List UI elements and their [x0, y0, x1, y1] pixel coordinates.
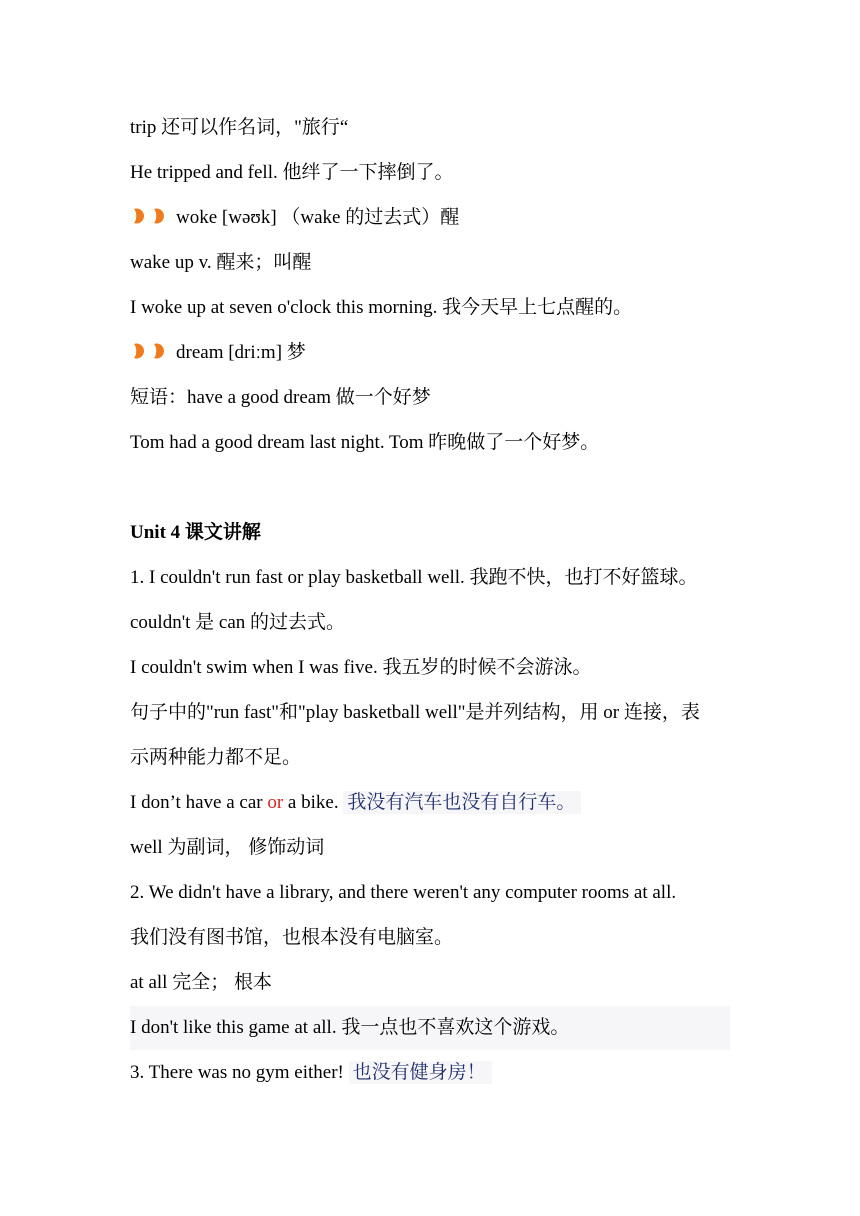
- example-text: I don't like this game at all.: [130, 1017, 337, 1038]
- vocab-line: [130, 206, 459, 230]
- text-line: well 为副词， 修饰动词: [130, 837, 325, 858]
- example-line: [130, 1061, 492, 1085]
- text-line: 示两种能力都不足。: [130, 747, 302, 768]
- text-line: 句子中的"run fast"和"play basketball well"是并列结构，用 or 连接，表: [130, 702, 700, 723]
- example-line: [130, 791, 581, 815]
- example-text: I don’t have a car: [130, 792, 268, 813]
- text-line: 短语：have a good dream 做一个好梦: [130, 387, 431, 408]
- text-line: I couldn't swim when I was five. 我五岁的时候不会游泳。: [130, 657, 592, 678]
- example-text: a bike.: [283, 792, 339, 813]
- vocab-line: [130, 341, 306, 365]
- translation-text: 我一点也不喜欢这个游戏。: [341, 1017, 570, 1038]
- section-heading: Unit 4 课文讲解: [130, 522, 261, 543]
- text-line: at all 完全； 根本: [130, 972, 272, 993]
- orange-double-heart-icon: [130, 342, 168, 360]
- translation-text: 也没有健身房！: [349, 1061, 492, 1084]
- translation-text: 我没有汽车也没有自行车。: [343, 791, 581, 814]
- text-line: 2. We didn't have a library, and there weren't any computer rooms at all.: [130, 882, 677, 903]
- text-line: I woke up at seven o'clock this morning. 我今天早上七点醒的。: [130, 297, 633, 318]
- text-line: 我们没有图书馆，也根本没有电脑室。: [130, 927, 454, 948]
- text-line: wake up v. 醒来；叫醒: [130, 252, 312, 273]
- example-text: 3. There was no gym either!: [130, 1062, 344, 1083]
- highlight-word: or: [267, 792, 284, 813]
- text-line: 1. I couldn't run fast or play basketball well. 我跑不快，也打不好篮球。: [130, 567, 698, 588]
- text-line: trip 还可以作名词，"旅行“: [130, 117, 349, 138]
- vocab-text: dream [driːm] 梦: [176, 342, 306, 363]
- text-line: couldn't 是 can 的过去式。: [130, 612, 346, 633]
- text-line: He tripped and fell. 他绊了一下摔倒了。: [130, 162, 454, 183]
- text-line: Tom had a good dream last night. Tom 昨晚做了一个好梦。: [130, 432, 600, 453]
- orange-double-heart-icon: [130, 207, 168, 225]
- example-block: [130, 1006, 730, 1050]
- vocab-text: woke [wəʊk] （wake 的过去式）醒: [176, 207, 460, 228]
